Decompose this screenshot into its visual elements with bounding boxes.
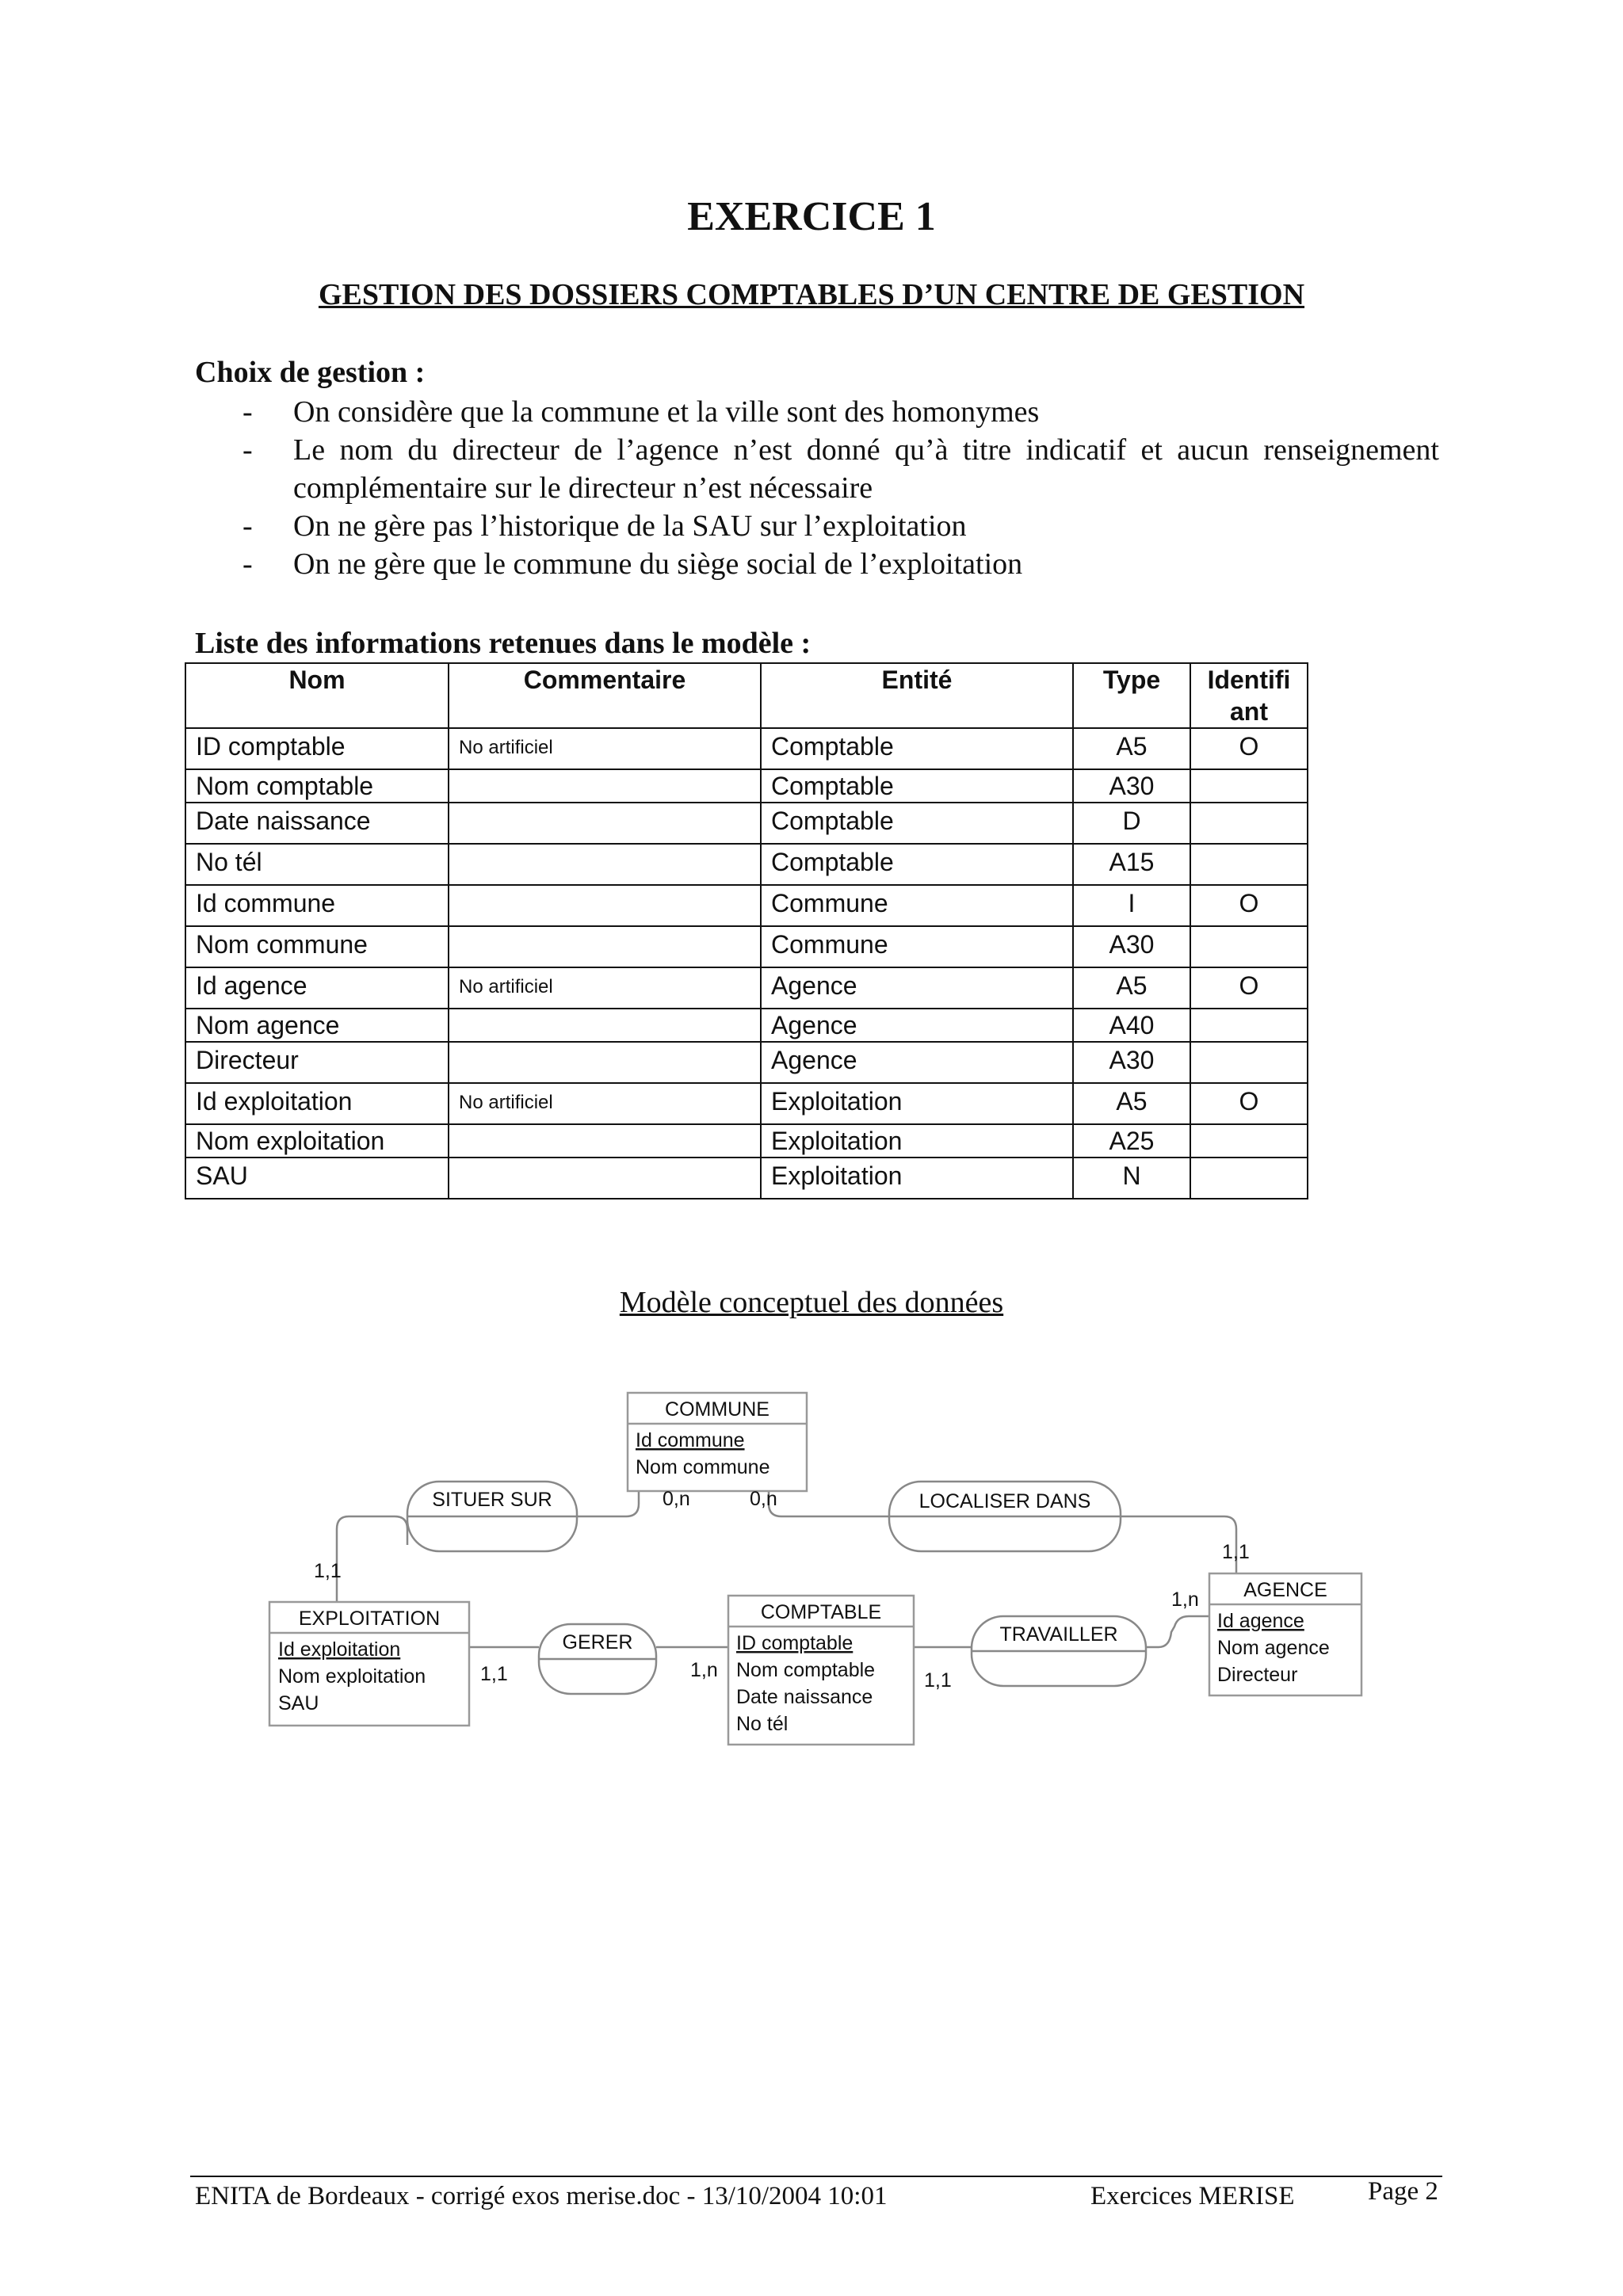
link-situer-exploitation	[337, 1516, 407, 1608]
assoc-situer-sur-label: SITUER SUR	[432, 1489, 552, 1511]
cell-commentaire: No artificiel	[449, 1083, 761, 1124]
card-situer-exploitation: 1,1	[314, 1560, 342, 1582]
assoc-gerer-label: GERER	[562, 1631, 633, 1653]
cell-type: A5	[1073, 1083, 1190, 1124]
cell-commentaire: No artificiel	[449, 967, 761, 1009]
cell-nom: Id commune	[185, 885, 449, 926]
entity-exploitation-attr: SAU	[278, 1692, 319, 1714]
choix-item: - On considère que la commune et la ville sont des homonymes	[242, 395, 1040, 429]
cell-type: D	[1073, 803, 1190, 844]
choix-heading: Choix de gestion :	[195, 356, 426, 389]
cell-type: N	[1073, 1158, 1190, 1199]
cell-nom: No tél	[185, 844, 449, 885]
cell-nom: Directeur	[185, 1042, 449, 1083]
entity-agence-id: Id agence	[1217, 1610, 1304, 1632]
entity-exploitation-id: Id exploitation	[278, 1638, 401, 1661]
cell-type: A5	[1073, 967, 1190, 1009]
cell-entite: Comptable	[761, 844, 1073, 885]
choix-item: - On ne gère que le commune du siège social de l’exploitation	[242, 547, 1023, 581]
cell-entite: Exploitation	[761, 1083, 1073, 1124]
cell-type: A5	[1073, 728, 1190, 769]
header-type: Type	[1073, 663, 1190, 728]
choix-item-text: On ne gère pas l’historique de la SAU sur l’exploitation	[293, 509, 967, 543]
cell-identifiant: O	[1190, 728, 1308, 769]
header-nom: Nom	[185, 663, 449, 728]
footer-section: Exercices MERISE	[1090, 2182, 1295, 2210]
header-entite: Entité	[761, 663, 1073, 728]
cell-nom: Id exploitation	[185, 1083, 449, 1124]
cell-entite: Agence	[761, 967, 1073, 1009]
cell-nom: Nom exploitation	[185, 1124, 449, 1158]
cell-identifiant: O	[1190, 967, 1308, 1009]
cell-nom: SAU	[185, 1158, 449, 1199]
entity-agence-name: AGENCE	[1243, 1579, 1327, 1601]
cell-type: A30	[1073, 1042, 1190, 1083]
cell-type: I	[1073, 885, 1190, 926]
footer-document-info: ENITA de Bordeaux - corrigé exos merise.doc - 13/10/2004 10:01	[195, 2182, 888, 2210]
footer-divider	[190, 2176, 1442, 2177]
choix-item: - Le nom du directeur de l’agence n’est donné qu’à titre indicatif et aucun renseignement complémentaire sur le directeur n’est nécessaire	[242, 433, 1439, 505]
assoc-localiser-dans-label: LOCALISER DANS	[918, 1490, 1091, 1512]
choix-item-text: On considère que la commune et la ville sont des homonymes	[293, 395, 1040, 429]
entity-agence-attr: Nom agence	[1217, 1637, 1330, 1659]
choix-item-text: Le nom du directeur de l’agence n’est donné qu’à titre indicatif et aucun renseignement complémentaire sur le directeur n’est nécessaire	[293, 433, 1439, 505]
cell-entite: Exploitation	[761, 1158, 1073, 1199]
cell-entite: Comptable	[761, 728, 1073, 769]
cell-identifiant: O	[1190, 885, 1308, 926]
card-travailler-comptable: 1,1	[924, 1669, 952, 1691]
entity-comptable-attr: Nom comptable	[736, 1659, 876, 1681]
footer-page-number: Page 2	[1368, 2177, 1438, 2206]
entity-exploitation-name: EXPLOITATION	[298, 1608, 441, 1630]
card-localiser-commune: 0,n	[750, 1488, 777, 1510]
cell-type: A25	[1073, 1124, 1190, 1158]
card-situer-commune: 0,n	[663, 1488, 690, 1510]
entity-commune-attr: Nom commune	[636, 1456, 770, 1478]
cell-entite: Comptable	[761, 769, 1073, 803]
cell-nom: Nom agence	[185, 1009, 449, 1042]
cell-nom: Id agence	[185, 967, 449, 1009]
cell-entite: Exploitation	[761, 1124, 1073, 1158]
cell-entite: Commune	[761, 926, 1073, 967]
entity-agence-attr: Directeur	[1217, 1664, 1298, 1686]
entity-comptable-attr: Date naissance	[736, 1686, 873, 1708]
entity-exploitation-attr: Nom exploitation	[278, 1665, 426, 1688]
assoc-travailler-label: TRAVAILLER	[999, 1623, 1118, 1646]
card-localiser-agence: 1,1	[1222, 1541, 1250, 1563]
card-gerer-comptable: 1,n	[690, 1659, 718, 1681]
mcd-title: Modèle conceptuel des données	[619, 1286, 1004, 1319]
choix-item-text: On ne gère que le commune du siège social de l’exploitation	[293, 547, 1023, 581]
cell-entite: Agence	[761, 1009, 1073, 1042]
cell-entite: Comptable	[761, 803, 1073, 844]
card-travailler-agence: 1,n	[1171, 1589, 1199, 1611]
choix-item: - On ne gère pas l’historique de la SAU sur l’exploitation	[242, 509, 967, 543]
page-subtitle: GESTION DES DOSSIERS COMPTABLES D’UN CENTRE DE GESTION	[318, 278, 1305, 311]
cell-entite: Commune	[761, 885, 1073, 926]
entity-commune-name: COMMUNE	[665, 1398, 769, 1421]
liste-heading: Liste des informations retenues dans le modèle :	[195, 627, 812, 660]
cell-nom: ID comptable	[185, 728, 449, 769]
entity-comptable-name: COMPTABLE	[760, 1601, 882, 1623]
card-gerer-exploitation: 1,1	[480, 1663, 508, 1685]
cell-type: A30	[1073, 769, 1190, 803]
cell-nom: Date naissance	[185, 803, 449, 844]
link-travailler-agence	[1146, 1616, 1209, 1647]
header-commentaire: Commentaire	[449, 663, 761, 728]
cell-type: A15	[1073, 844, 1190, 885]
cell-type: A40	[1073, 1009, 1190, 1042]
cell-identifiant: O	[1190, 1083, 1308, 1124]
page-title: EXERCICE 1	[687, 194, 936, 239]
entity-comptable-attr: No tél	[736, 1713, 789, 1735]
entity-comptable-id: ID comptable	[736, 1632, 854, 1654]
entity-commune-id: Id commune	[636, 1429, 745, 1451]
link-localiser-agence	[1121, 1516, 1236, 1576]
cell-nom: Nom commune	[185, 926, 449, 967]
cell-commentaire: No artificiel	[449, 728, 761, 769]
cell-type: A30	[1073, 926, 1190, 967]
cell-nom: Nom comptable	[185, 769, 449, 803]
cell-entite: Agence	[761, 1042, 1073, 1083]
header-identifiant: Identifi ant	[1190, 663, 1308, 728]
